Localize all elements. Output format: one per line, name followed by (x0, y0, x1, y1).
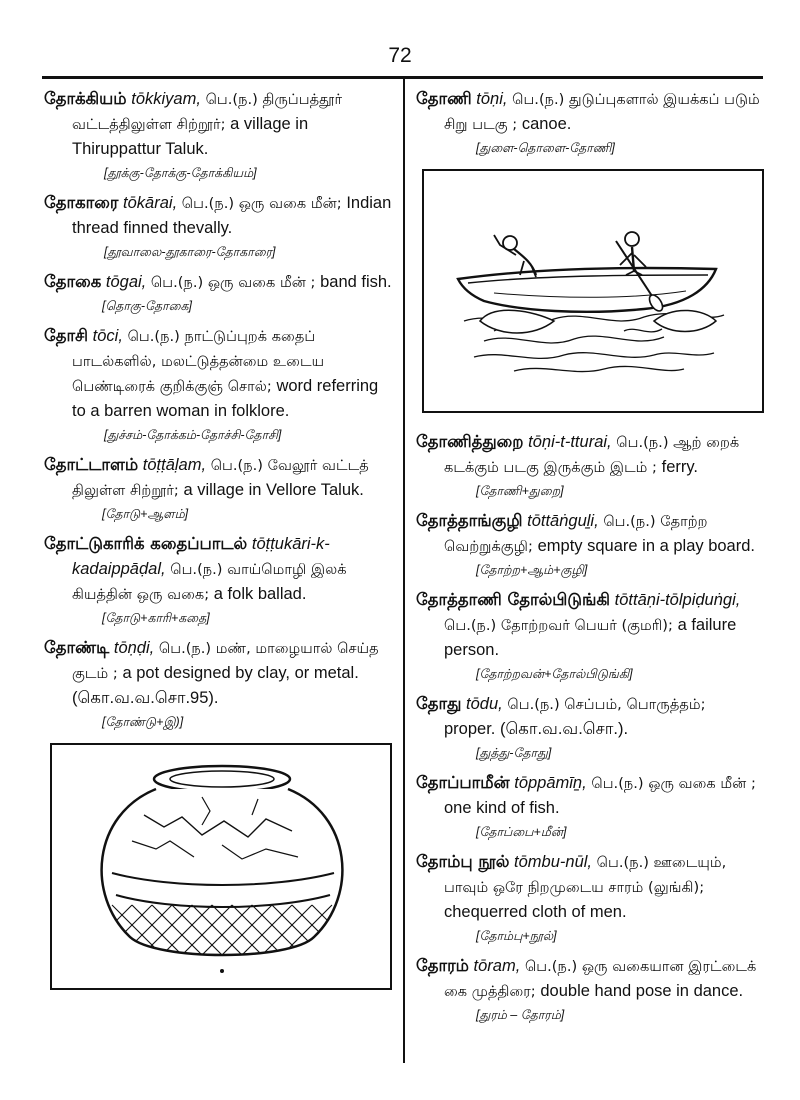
entry-transliteration: tōram, (473, 957, 521, 975)
page-number: 72 (388, 44, 412, 67)
entry-pos: பெ.(ந.) (596, 854, 649, 871)
entry-transliteration: tōmbu-nūl, (514, 853, 593, 871)
entry-pos: பெ.(ந.) (507, 696, 560, 713)
dictionary-entry (44, 86, 394, 182)
entry-pos: பெ.(ந.) (591, 775, 644, 792)
entry-etymology: [தோடு+காரி+கதை] (102, 611, 210, 625)
entry-etymology: [தொகு-தோகை] (102, 299, 192, 313)
entry-meaning-tamil: நாட்டுப்புறக் கதைப் பாடல்களில், மலட்டுத்தன்மை உடைய பெண்டிரைக் குறிக்குஞ் சொல்; (72, 328, 325, 395)
entry-meaning-tamil: ஊடையும், பாவும் ஒரே நிறமுடைய சாரம் (லுங்கி); (444, 854, 727, 896)
entry-meaning-tamil: செப்பம், பொருத்தம்; (564, 696, 706, 713)
entry-etymology: [தூவாலை-தூகாரை-தோகாரை] (104, 245, 276, 259)
entry-meaning-tamil: தோற்ற வெற்றுக்குழி; (444, 513, 708, 555)
entry-meaning-tamil: ஒரு வகை மீன்; (238, 195, 342, 212)
entry-transliteration: tōṇḍi, (113, 639, 155, 657)
entry-headword: தோரம் (416, 956, 469, 975)
dictionary-entry (44, 452, 394, 523)
pot-icon (52, 745, 390, 988)
entry-pos: பெ.(ந.) (210, 457, 263, 474)
entry-headword: தோட்டுகாரிக் கதைப்பாடல் (44, 534, 248, 553)
entry-headword: தோத்தாணி தோல்பிடுங்கி (416, 590, 611, 609)
entry-meaning-english: a pot designed by clay, or metal. (கொ.வ.வ.சொ.95). (72, 664, 359, 707)
canoe-figure (422, 169, 764, 413)
entry-transliteration: tōgai, (105, 273, 147, 291)
entry-meaning-tamil: ஒரு வகையான இரட்டைக் கை முத்திரை; (444, 958, 757, 1000)
entry-pos: பெ.(ந.) (150, 274, 204, 291)
entry-transliteration: tōṭṭāḷam, (142, 456, 207, 474)
entry-headword: தோகாரை (44, 193, 119, 212)
entry-transliteration: tōttāṅguḻi, (527, 512, 599, 530)
dictionary-entry (416, 691, 761, 762)
entry-pos: பெ.(ந.) (512, 91, 565, 108)
entry-transliteration: tōppāmīṉ, (514, 774, 587, 792)
entry-meaning-english: word referring to a barren woman in folklore. (72, 377, 379, 420)
right-column (416, 86, 761, 1032)
canoe-icon (424, 171, 762, 411)
entry-meaning-tamil: துடுப்புகளால் இயக்கப் படும் சிறு படகு ; (444, 91, 760, 133)
entry-etymology: [துரம் – தோரம்] (476, 1008, 565, 1022)
entry-pos: பெ.(ந.) (603, 513, 656, 530)
entry-meaning-tamil: ஒரு வகை மீன் ; (207, 274, 316, 291)
entry-transliteration: tōttāṇi-tōlpiḍuṅgi, (614, 591, 741, 609)
dictionary-entry (44, 269, 394, 315)
entry-meaning-english: empty square in a play board. (537, 537, 755, 555)
entry-headword: தோண்டி (44, 638, 110, 657)
dictionary-entry (416, 849, 761, 945)
entry-meaning-tamil: ஒரு வகை மீன் ; (648, 775, 756, 792)
entry-transliteration: tōdu, (466, 695, 503, 713)
entry-headword: தோம்பு நூல் (416, 852, 510, 871)
entry-headword: தோசி (44, 326, 89, 345)
entry-meaning-tamil: ஆற் றைக் கடக்கும் படகு இருக்கும் இடம் ; (444, 434, 740, 476)
entry-etymology: [தோற்ற+ஆம்+குழி] (476, 563, 588, 577)
entry-headword: தோத்தாங்குழி (416, 511, 523, 530)
entry-etymology: [தோடு+ஆளம்] (102, 507, 189, 521)
dictionary-entry (416, 770, 761, 841)
entry-pos: பெ.(ந.) (181, 195, 235, 212)
entry-etymology: [தோண்டு+இ)] (102, 715, 184, 729)
dictionary-entry (416, 508, 761, 579)
dictionary-entry (44, 323, 394, 444)
entry-pos: பெ.(ந.) (170, 561, 223, 578)
entry-pos: பெ.(ந.) (205, 91, 258, 108)
entry-transliteration: tōṇi-t-tturai, (528, 433, 612, 451)
entry-headword: தோப்பாமீன் (416, 773, 510, 792)
entry-meaning-english: double hand pose in dance. (540, 982, 744, 1000)
dictionary-entry (44, 190, 394, 261)
column-divider (403, 79, 405, 1063)
entry-pos: பெ.(ந.) (127, 328, 180, 345)
entry-headword: தோது (416, 694, 462, 713)
entry-pos: பெ.(ந.) (616, 434, 669, 451)
entry-etymology: [தோப்பை+மீன்] (476, 825, 567, 839)
dictionary-entry (416, 953, 761, 1024)
entry-meaning-english: a folk ballad. (213, 585, 307, 603)
dictionary-entry (416, 429, 761, 500)
entry-meaning-english: Indian thread finned thevally. (72, 194, 392, 237)
entry-meaning-tamil: திருப்பத்தூர் வட்டத்திலுள்ள சிற்றூர்; (72, 91, 343, 133)
entry-meaning-tamil: வாய்மொழி இலக் கியத்தின் ஒரு வகை; (72, 561, 347, 603)
entry-transliteration: tōṭṭukāri-k-kadaippāḍal, (72, 535, 330, 578)
entry-meaning-english: chequerred cloth of men. (444, 903, 627, 921)
entry-meaning-english: one kind of fish. (444, 799, 560, 817)
entry-headword: தோகை (44, 272, 102, 291)
entry-meaning-tamil: தோற்றவர் பெயர் (குமரி); (500, 617, 673, 634)
dictionary-entry (44, 531, 394, 627)
entry-meaning-english: band fish. (320, 273, 392, 291)
entry-pos: பெ.(ந.) (158, 640, 212, 657)
dictionary-entry (416, 86, 761, 157)
entry-meaning-english: a failure person. (444, 616, 737, 659)
entry-transliteration: tōkkiyam, (131, 90, 201, 108)
left-column (44, 86, 394, 990)
entry-transliteration: tōṇi, (476, 90, 508, 108)
entry-etymology: [துச்சம்-தோக்கம்-தோச்சி-தோசி] (104, 428, 282, 442)
entry-etymology: [தூக்கு-தோக்கு-தோக்கியம்] (104, 166, 257, 180)
entry-headword: தோணி (416, 89, 472, 108)
entry-meaning-english: canoe. (521, 115, 572, 133)
entry-meaning-english: proper. (கொ.வ.வ.சொ.). (444, 720, 629, 738)
entry-etymology: [துத்து-தோது] (476, 746, 552, 760)
entry-headword: தோட்டாளம் (44, 455, 139, 474)
pot-figure (50, 743, 392, 990)
entry-transliteration: tōkārai, (123, 194, 178, 212)
entry-headword: தோக்கியம் (44, 89, 127, 108)
entry-meaning-english: ferry. (661, 458, 698, 476)
dictionary-entry (44, 635, 394, 731)
entry-meaning-tamil: மண், மாழையால் செய்த குடம் ; (72, 640, 379, 682)
entry-transliteration: tōci, (92, 327, 123, 345)
entry-pos: பெ.(ந.) (444, 617, 497, 634)
entry-meaning-english: a village in Thiruppattur Taluk. (72, 115, 309, 158)
entry-etymology: [தோணி+துறை] (476, 484, 564, 498)
entry-pos: பெ.(ந.) (524, 958, 578, 975)
entry-etymology: [துளை-தொளை-தோணி] (476, 141, 615, 155)
dictionary-entry (416, 587, 761, 683)
entry-etymology: [தோம்பு+நூல்] (476, 929, 557, 943)
entry-meaning-english: a village in Vellore Taluk. (183, 481, 364, 499)
entry-etymology: [தோற்றவன்+தோல்பிடுங்கி] (476, 667, 633, 681)
entry-headword: தோணித்துறை (416, 432, 524, 451)
entry-meaning-tamil: வேலூர் வட்டத் திலுள்ள சிற்றூர்; (72, 457, 369, 499)
